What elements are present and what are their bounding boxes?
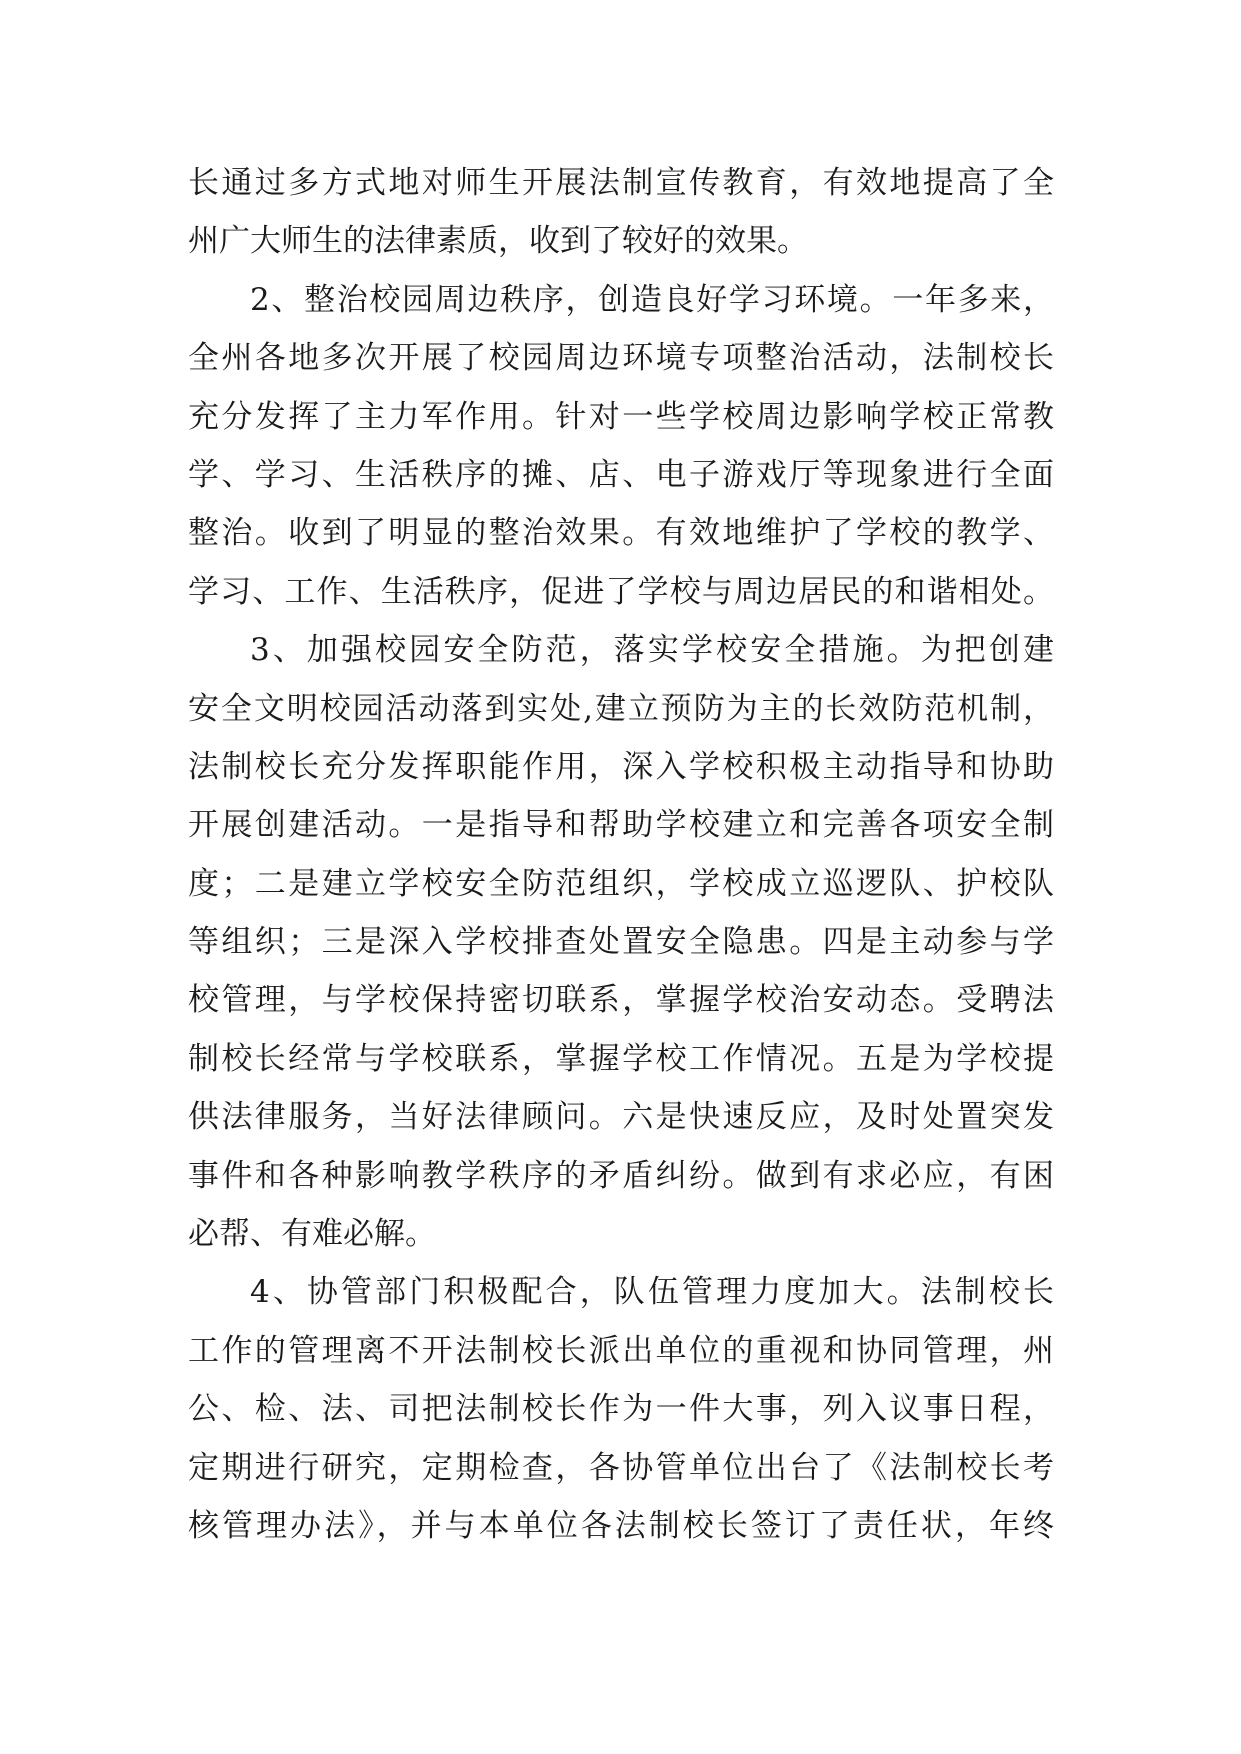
text-line: 开展创建活动。一是指导和帮助学校建立和完善各项安全制 — [188, 807, 1054, 844]
text-line: 学习、工作、生活秩序，促进了学校与周边居民的和谐相处。 — [188, 573, 1054, 610]
text-line: 度；二是建立学校安全防范组织，学校成立巡逻队、护校队 — [188, 865, 1054, 902]
text-line: 全州各地多次开展了校园周边环境专项整治活动，法制校长 — [188, 340, 1054, 377]
text-line: 法制校长充分发挥职能作用，深入学校积极主动指导和协助 — [188, 748, 1054, 785]
text-line: 制校长经常与学校联系，掌握学校工作情况。五是为学校提 — [188, 1040, 1054, 1077]
text-line: 校管理，与学校保持密切联系，掌握学校治安动态。受聘法 — [188, 982, 1054, 1019]
text-line: 工作的管理离不开法制校长派出单位的重视和协同管理，州 — [188, 1332, 1054, 1369]
text-line: 州广大师生的法律素质，收到了较好的效果。 — [188, 223, 808, 260]
text-line: 安全文明校园活动落到实处,建立预防为主的长效防范机制， — [188, 690, 1054, 727]
text-line: 整治。收到了明显的整治效果。有效地维护了学校的教学、 — [188, 515, 1054, 552]
text-line: 事件和各种影响教学秩序的矛盾纠纷。做到有求必应，有困 — [188, 1157, 1054, 1194]
paragraph-heading-line: 2、整治校园周边秩序，创造良好学习环境。一年多来， — [250, 281, 1054, 318]
text-line: 公、检、法、司把法制校长作为一件大事，列入议事日程， — [188, 1391, 1054, 1428]
paragraph-heading-line: 4、协管部门积极配合，队伍管理力度加大。法制校长 — [250, 1274, 1054, 1311]
text-line: 核管理办法》，并与本单位各法制校长签订了责任状，年终 — [188, 1507, 1054, 1544]
text-line: 必帮、有难必解。 — [188, 1216, 436, 1253]
text-line: 供法律服务，当好法律顾问。六是快速反应，及时处置突发 — [188, 1099, 1054, 1136]
text-line: 长通过多方式地对师生开展法制宣传教育，有效地提高了全 — [188, 165, 1054, 201]
paragraph-heading-line: 3、加强校园安全防范，落实学校安全措施。为把创建 — [250, 632, 1054, 669]
text-line: 等组织；三是深入学校排查处置安全隐患。四是主动参与学 — [188, 924, 1054, 961]
text-line: 充分发挥了主力军作用。针对一些学校周边影响学校正常教 — [188, 398, 1054, 435]
text-line: 定期进行研究，定期检查，各协管单位出台了《法制校长考 — [188, 1449, 1054, 1486]
document-body — [188, 154, 1054, 1555]
text-line: 学、学习、生活秩序的摊、店、电子游戏厅等现象进行全面 — [188, 456, 1054, 493]
